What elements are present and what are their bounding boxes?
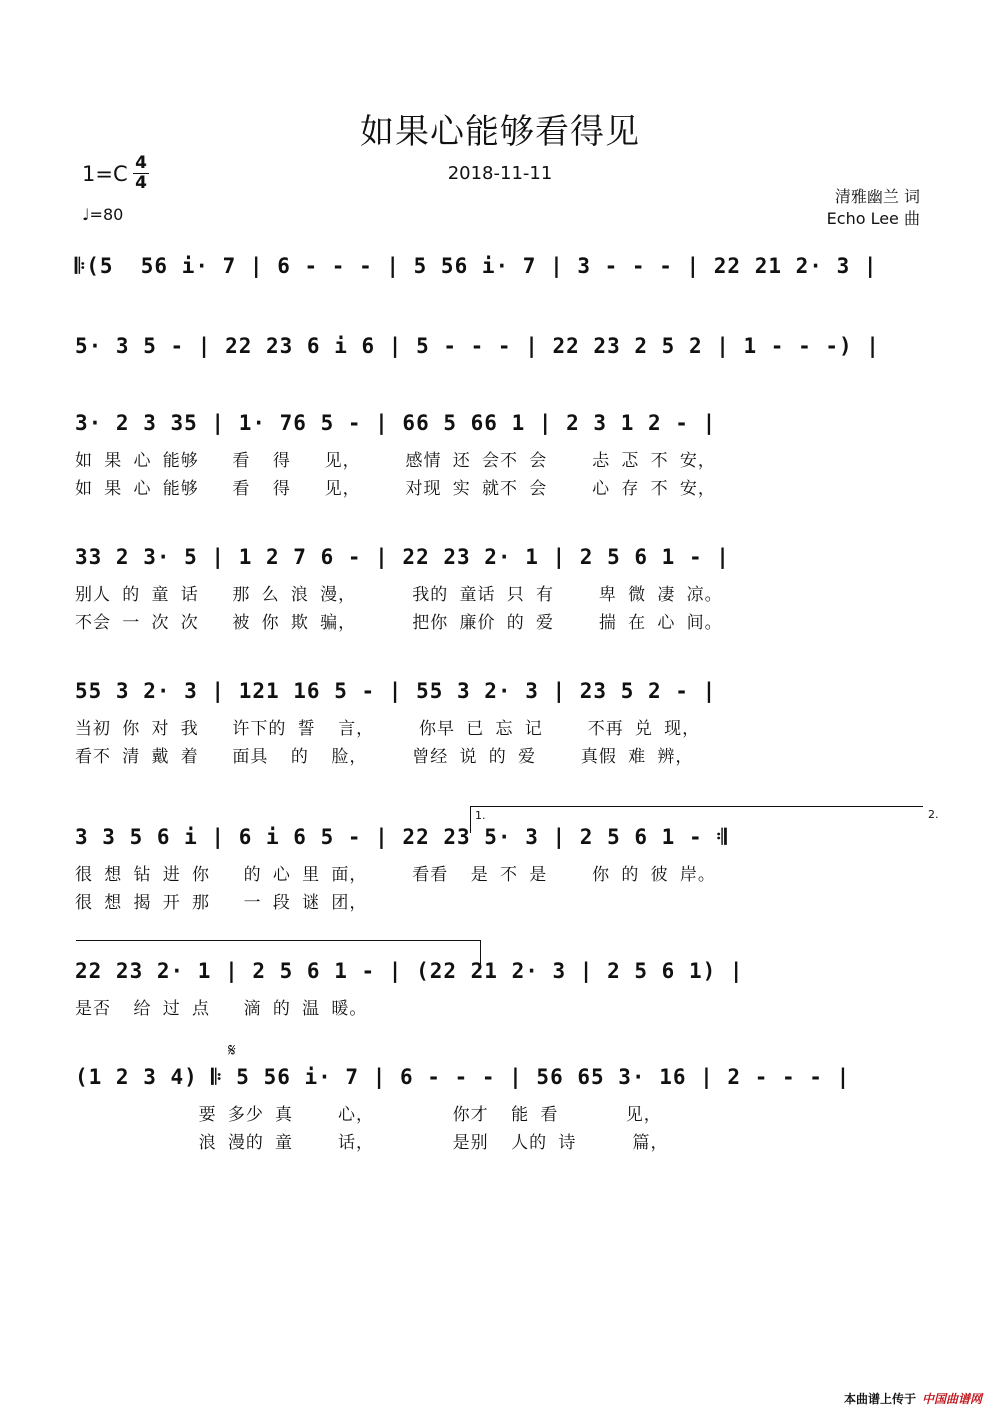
notation-row-3 [75, 410, 925, 450]
lyrics-verse-2: 看不 清 戴 着 面具 的 脸， 曾经 说 的 爱 真假 难 辨， [75, 747, 694, 767]
lyrics-verse-2: 不会 一 次 次 被 你 欺 骗， 把你 廉价 的 爱 揣 在 心 间。 [75, 613, 723, 633]
notation-row-8 [75, 1064, 925, 1104]
notation-row-4 [75, 544, 925, 584]
notation-row-notes: 55 3 2· 3 | 121 16 5 - | 55 3 2· 3 | 23 5 2 - | [75, 679, 717, 703]
lyricist-credit: 清雅幽兰 词 [834, 187, 920, 206]
notation-row-notes: 22 23 2· 1 | 2 5 6 1 - | (22 21 2· 3 | 2 5 6 1) | [75, 959, 744, 983]
composer-credit: Echo Lee 曲 [826, 209, 920, 228]
lyrics-verse-2: 很 想 揭 开 那 一 段 谜 团， [75, 893, 368, 913]
score-date: 2018-11-11 [447, 163, 553, 184]
notation-row-notes: 3· 2 3 35 | 1· 76 5 - | 66 5 66 1 | 2 3 1 2 - | [75, 411, 717, 435]
lyrics-verse-1: 是否 给 过 点 滴 的 温 暖。 [75, 999, 368, 1019]
segno-sign: 𝄋 [228, 1040, 236, 1061]
volta-2-label: 2. [928, 808, 939, 821]
lyrics-verse-1: 要 多少 真 心， 你才 能 看 见， [75, 1105, 662, 1125]
tempo-marking: ♩=80 [82, 205, 124, 224]
lyrics-verse-1: 如 果 心 能够 看 得 见， 感情 还 会不 会 忐 忑 不 安， [75, 451, 716, 471]
notation-row-notes: (1 2 3 4) 𝄆 5 56 i· 7 | 6 - - - | 56 65 3· 16 | 2 - - - | [75, 1065, 851, 1089]
lyrics-verse-1: 当初 你 对 我 许下的 誓 言， 你早 已 忘 记 不再 兑 现， [75, 719, 701, 739]
notation-row-notes: 𝄆(5 56 i· 7 | 6 - - - | 5 56 i· 7 | 3 - - - | 22 21 2· 3 | [75, 254, 878, 278]
lyrics-verse-2: 如 果 心 能够 看 得 见， 对现 实 就不 会 心 存 不 安， [75, 479, 716, 499]
time-signature-top: 4 [135, 153, 147, 173]
notation-row-notes: 3 3 5 6 i | 6 i 6 5 - | 22 23 5· 3 | 2 5 6 1 - 𝄇 [75, 825, 728, 849]
time-signature [131, 154, 151, 193]
lyrics-verse-2: 浪 漫的 童 话， 是别 人的 诗 篇， [75, 1133, 669, 1153]
site-logo: 中国曲谱网 [921, 1392, 982, 1406]
notation-row-5 [75, 678, 925, 718]
lyrics-verse-1: 很 想 钻 进 你 的 心 里 面， 看看 是 不 是 你 的 彼 岸。 [75, 865, 716, 885]
notation-row-6 [75, 824, 925, 864]
notation-row-1 [75, 253, 925, 293]
time-signature-bottom: 4 [135, 173, 147, 193]
notation-row-2 [75, 333, 925, 373]
notation-row-7 [75, 958, 925, 998]
notation-row-notes: 33 2 3· 5 | 1 2 7 6 - | 22 23 2· 1 | 2 5 6 1 - | [75, 545, 730, 569]
credits [827, 186, 920, 230]
footer-text: 本曲谱上传于 [843, 1392, 916, 1406]
volta-1-label: 1. [475, 809, 486, 822]
lyrics-verse-1: 别人 的 童 话 那 么 浪 漫， 我的 童话 只 有 卑 微 凄 凉。 [75, 585, 723, 605]
notation-row-notes: 5· 3 5 - | 22 23 6 i 6 | 5 - - - | 22 23 2 5 2 | 1 - - -) | [75, 334, 880, 358]
score-title: 如果心能够看得见 [360, 112, 640, 152]
footer-watermark [844, 1390, 982, 1407]
key-signature: 1=C [82, 162, 128, 186]
